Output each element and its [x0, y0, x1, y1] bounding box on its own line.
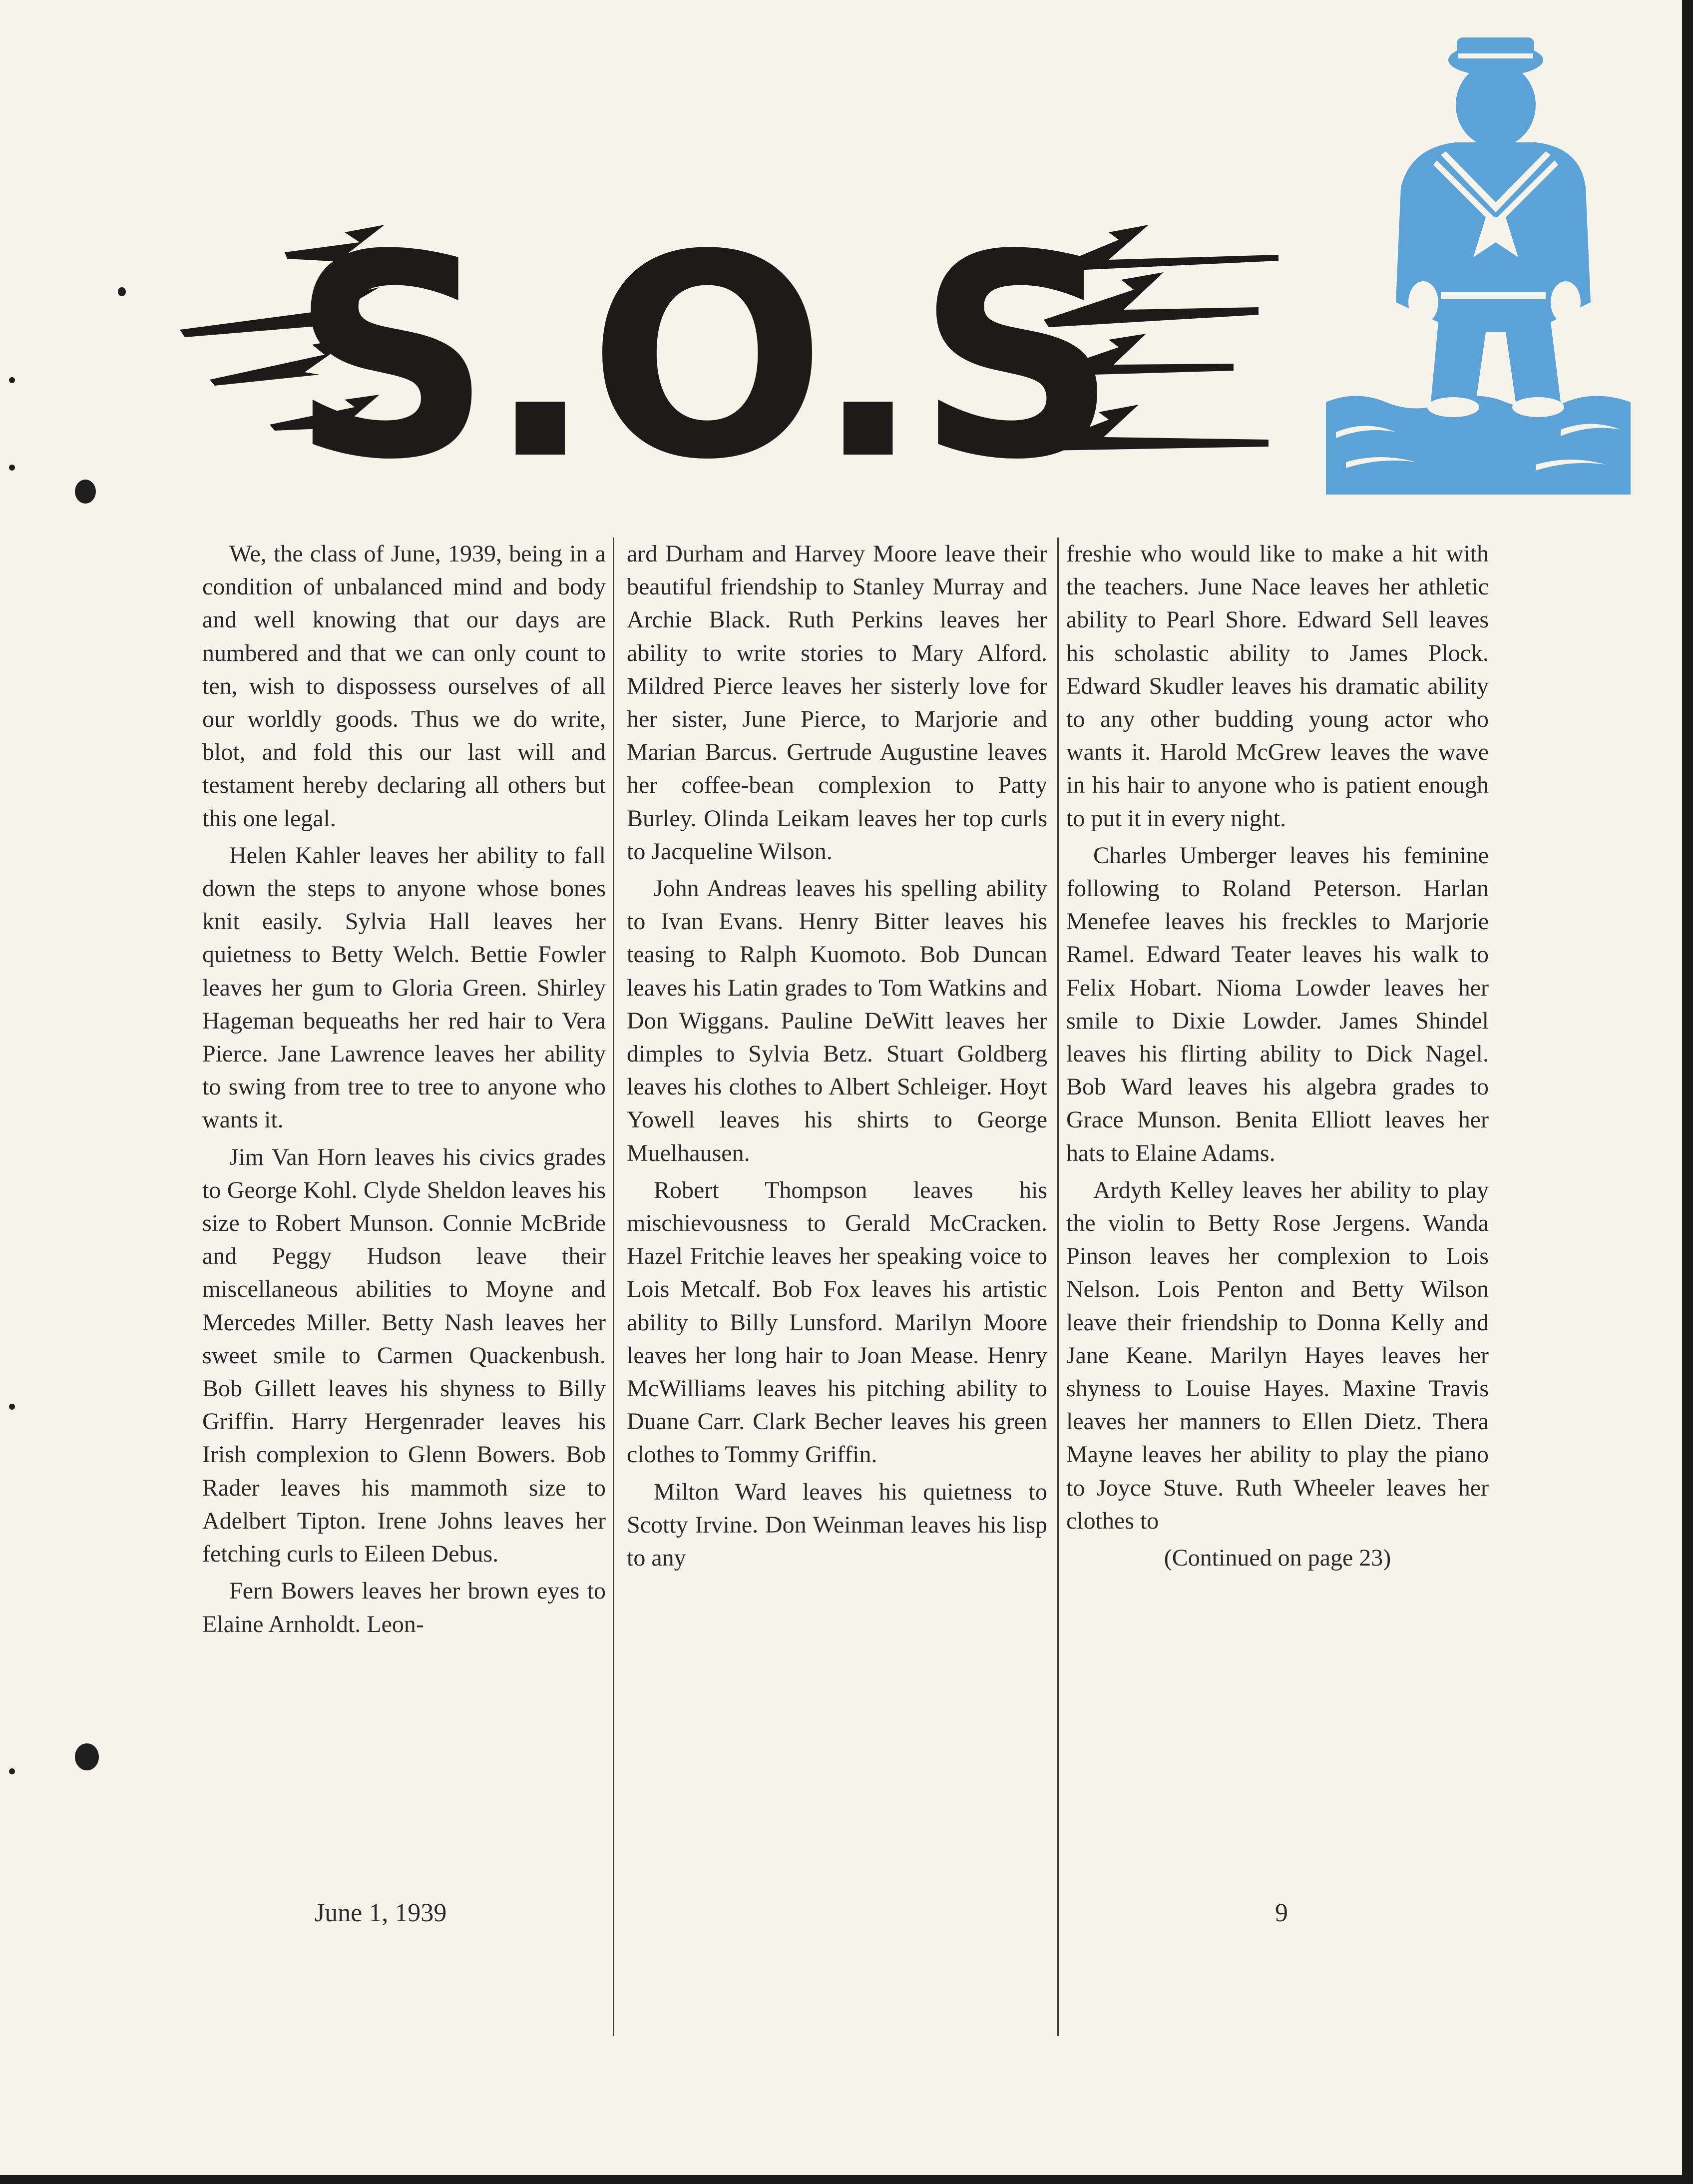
binding-hole: [75, 480, 96, 504]
paragraph: Helen Kahler leaves her ability to fall down the steps to anyone whose bones knit easily. Sylvia Hall leaves her quietness to Betty Welch. Bettie Fowler leaves her gum to Gloria Green. Shirley Hageman bequeaths her red hair to Vera Pierce. Jane Lawrence leaves her ability to swing from tree to tree to anyone who wants it.: [202, 842, 606, 1133]
paragraph: Jim Van Horn leaves his civics grades to George Kohl. Clyde Sheldon leaves his size to Robert Munson. Connie McBride and Peggy Hudson leave their miscellaneous abilities to Moyne and Mercedes Miller. Betty Nash leaves her sweet smile to Carmen Quackenbush. Bob Gillett leaves his shyness to Billy Griffin. Harry Hergenrader leaves his Irish complexion to Glenn Bowers. Bob Rader leaves his mammoth size to Adelbert Tipton. Irene Johns leaves her fetching curls to Eileen Debus.: [202, 1143, 606, 1568]
sos-title-art: [170, 205, 1298, 485]
paragraph: freshie who would like to make a hit with the teachers. June Nace leaves her athletic ability to Pearl Shore. Edward Sell leaves his scholastic ability to James Plock. Edward Skudler leaves his dramatic ability to any other budding young actor who wants it. Harold McGrew leaves the wave in his hair to anyone who is patient enough to put it in every night.: [1066, 541, 1489, 832]
text-column-1: [202, 538, 606, 1641]
column-divider: [1057, 538, 1059, 2036]
issue-date: June 1, 1939: [315, 1899, 447, 1927]
binding-speck: [9, 1404, 15, 1410]
paragraph: We, the class of June, 1939, being in a condition of unbalanced mind and body and well knowing that our days are numbered and that we can only count to ten, wish to dispossess ourselves of all our worldly goods. Thus we do write, blot, and fold this our last will and testament hereby declaring all others but this one legal.: [202, 541, 606, 832]
page-number: 9: [1275, 1899, 1288, 1927]
scan-edge-right: [1682, 0, 1693, 2184]
sos-title: S.O.S: [291, 205, 1113, 485]
continued-notice: (Continued on page 23): [1164, 1545, 1391, 1572]
paragraph: ard Durham and Harvey Moore leave their beautiful friendship to Stanley Murray and Archie Black. Ruth Perkins leaves her ability to write stories to Mary Alford. Mildred Pierce leaves her sisterly love for her sister, June Pierce, to Marjorie and Marian Barcus. Gertrude Augustine leaves her coffee-bean complexion to Patty Burley. Olinda Leikam leaves her top curls to Jacqueline Wilson.: [627, 541, 1047, 865]
paragraph: Charles Umberger leaves his feminine following to Roland Peterson. Harlan Menefee leaves his freckles to Marjorie Ramel. Edward Teater leaves his walk to Felix Hobart. Nioma Lowder leaves her smile to Dixie Lowder. James Shindel leaves his flirting ability to Dick Nagel. Bob Ward leaves his algebra grades to Grace Munson. Benita Elliott leaves her hats to Elaine Adams.: [1066, 842, 1489, 1166]
binding-speck: [9, 465, 15, 471]
column-divider: [613, 538, 614, 2036]
paragraph: John Andreas leaves his spelling ability to Ivan Evans. Henry Bitter leaves his teasing to Ralph Kuomoto. Bob Duncan leaves his Latin grades to Tom Watkins and Don Wiggans. Pauline DeWitt leaves her dimples to Sylvia Betz. Stuart Goldberg leaves his clothes to Albert Schleiger. Hoyt Yowell leaves his shirts to George Muelhausen.: [627, 875, 1047, 1166]
paragraph: Fern Bowers leaves her brown eyes to Elaine Arnholdt. Leon-: [202, 1578, 606, 1638]
scan-edge-bottom: [0, 2175, 1693, 2184]
text-column-2: [627, 538, 1047, 1575]
binding-speck: [9, 1768, 15, 1774]
paragraph: Milton Ward leaves his quietness to Scotty Irvine. Don Weinman leaves his lisp to any: [627, 1478, 1047, 1572]
binding-hole: [75, 1743, 99, 1770]
text-column-3: [1066, 538, 1489, 1575]
paragraph: Robert Thompson leaves his mischievousness to Gerald McCracken. Hazel Fritchie leaves her speaking voice to Lois Metcalf. Bob Fox leaves his artistic ability to Billy Lunsford. Marilyn Moore leaves her long hair to Joan Mease. Henry McWilliams leaves his pitching ability to Duane Carr. Clark Becher leaves his green clothes to Tommy Griffin.: [627, 1176, 1047, 1468]
sailor-figure-icon: [1326, 22, 1631, 495]
paragraph: Ardyth Kelley leaves her ability to play the violin to Betty Rose Jergens. Wanda Pinson leaves her complexion to Lois Nelson. Lois Penton and Betty Wilson leave their friendship to Donna Kelly and Jane Keane. Marilyn Hayes leaves her shyness to Louise Hayes. Maxine Travis leaves her manners to Ellen Dietz. Thera Mayne leaves her ability to play the piano to Joyce Stuve. Ruth Wheeler leaves her clothes to: [1066, 1176, 1489, 1534]
binding-speck: [9, 377, 15, 383]
binding-speck: [118, 287, 126, 296]
